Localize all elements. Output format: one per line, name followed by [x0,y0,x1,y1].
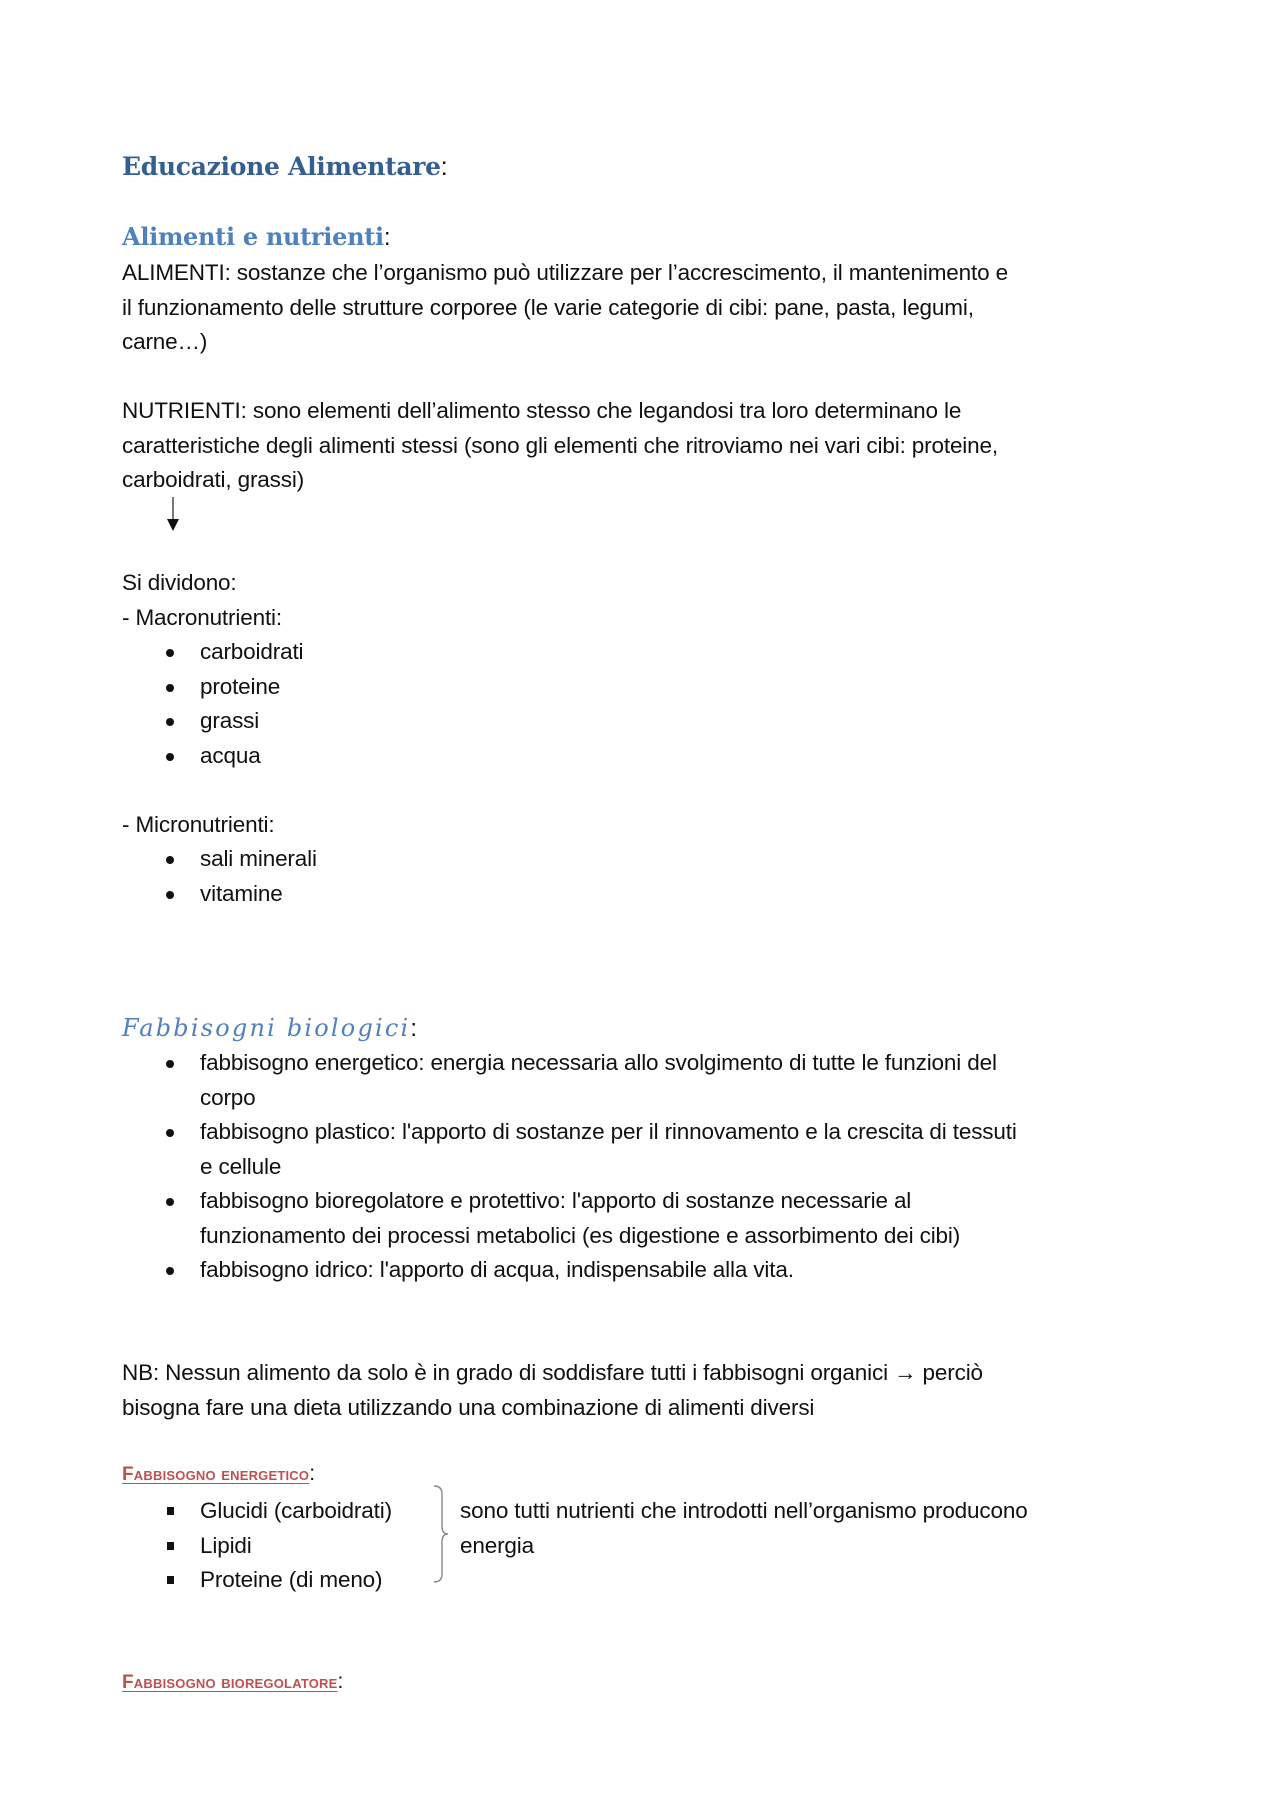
micronutrients-list [122,842,317,911]
bullet-icon [166,1198,174,1206]
heading-colon: : [383,224,391,251]
text-line: carne…) [122,329,208,354]
text-line: fabbisogno bioregolatore e protettivo: l'apporto di sostanze necessarie al [200,1188,912,1213]
nutrient-classification [122,566,317,911]
list-item [122,1253,1017,1288]
bullet-icon [166,856,174,864]
list-item [122,670,317,705]
heading-colon: : [337,1670,344,1693]
section-heading-fabbisogni-biologici [122,1014,417,1043]
macronutrients-list [122,635,317,773]
bullet-icon [166,753,174,761]
right-brace-icon [432,1484,452,1584]
bullet-icon [166,1129,174,1137]
text-line: ALIMENTI: sostanze che l’organismo può utilizzare per l’accrescimento, il mantenimento e [122,260,1008,285]
square-bullet-icon [167,1542,174,1550]
alimenti-definition [122,256,1008,360]
text-line: carboidrati, grassi) [122,467,305,492]
title-colon: : [440,153,448,181]
list-item [122,877,317,912]
square-bullet-icon [167,1576,174,1584]
section-heading-alimenti-nutrienti [122,222,391,252]
bullet-icon [166,649,174,657]
list-item [122,1046,1017,1115]
list-item-text: Proteine (di meno) [200,1567,383,1592]
text-line: bisogna fare una dieta utilizzando una combinazione di alimenti diversi [122,1394,815,1420]
note-text: NB: Nessun alimento da solo è in grado di soddisfare tutti i fabbisogni organici [122,1360,888,1385]
list-item [122,635,317,670]
section-heading-fabbisogno-energetico [122,1462,315,1486]
bullet-icon [166,684,174,692]
nb-note [122,1356,983,1425]
note-text: perciò [922,1360,983,1385]
bullet-icon [166,891,174,899]
document-title [122,152,448,182]
list-item [122,1184,1017,1253]
text-line: caratteristiche degli alimenti stessi (sono gli elementi che ritroviamo nei vari cibi: proteine, [122,432,998,458]
list-item-text: vitamine [200,880,283,906]
list-item-text: proteine [200,673,281,699]
text-line: energia [460,1532,535,1558]
right-arrow-icon: → [894,1360,917,1385]
list-item [122,1529,392,1564]
text-line: e cellule [200,1153,282,1179]
text-line [122,1356,983,1391]
list-item-text: Glucidi (carboidrati) [200,1498,392,1523]
text-line: fabbisogno plastico: l'apporto di sostanze per il rinnovamento e la crescita di tessuti [200,1119,1017,1144]
heading-text: Fabbisogni biologici [122,1014,411,1042]
heading-text: Fabbisogno bioregolatore [122,1672,338,1693]
down-arrow-head-icon [167,519,179,531]
list-item [122,842,317,877]
heading-colon: : [410,1015,418,1042]
text-line: funzionamento dei processi metabolici (es digestione e assorbimento dei cibi) [200,1222,961,1248]
text-line: corpo [200,1084,256,1110]
list-item-text: sali minerali [200,846,317,871]
text-line: fabbisogno idrico: l'apporto di acqua, indispensabile alla vita. [200,1257,794,1282]
text-line: fabbisogno energetico: energia necessaria allo svolgimento di tutte le funzioni del [200,1050,997,1075]
down-arrow-icon [172,497,174,519]
fabbisogni-list [122,1046,1017,1288]
list-item [122,1494,392,1529]
list-item-text: acqua [200,742,261,768]
fabbisogni-list-container [122,1046,1017,1288]
bullet-icon [166,1267,174,1275]
nutrienti-definition [122,394,998,498]
title-text: Educazione Alimentare [122,152,441,181]
heading-text: Fabbisogno energetico [122,1464,310,1485]
text-line: NUTRIENTI: sono elementi dell’alimento stesso che legandosi tra loro determinano le [122,398,962,423]
section-heading-fabbisogno-bioregolatore [122,1670,343,1694]
micronutrients-label: - Micronutrienti: [122,811,275,837]
text-line: il funzionamento delle strutture corporee (le varie categorie di cibi: pane, pasta, legumi, [122,294,974,320]
energetic-nutrients-list [122,1494,392,1598]
list-item [122,1115,1017,1184]
divide-label: Si dividono: [122,570,237,595]
heading-colon: : [309,1462,316,1485]
spacer [122,773,317,808]
list-item [122,704,317,739]
list-item [122,1563,392,1598]
list-item-text: grassi [200,708,260,733]
macronutrients-label: - Macronutrienti: [122,604,283,630]
heading-text: Alimenti e nutrienti [122,222,384,251]
text-line: sono tutti nutrienti che introdotti nell’organismo producono [460,1498,1028,1523]
list-item-text: Lipidi [200,1532,252,1558]
energetic-nutrients-container [122,1494,392,1598]
list-item [122,739,317,774]
bullet-icon [166,718,174,726]
square-bullet-icon [167,1507,174,1515]
bullet-icon [166,1060,174,1068]
brace-note [460,1494,1028,1563]
list-item-text: carboidrati [200,639,304,664]
